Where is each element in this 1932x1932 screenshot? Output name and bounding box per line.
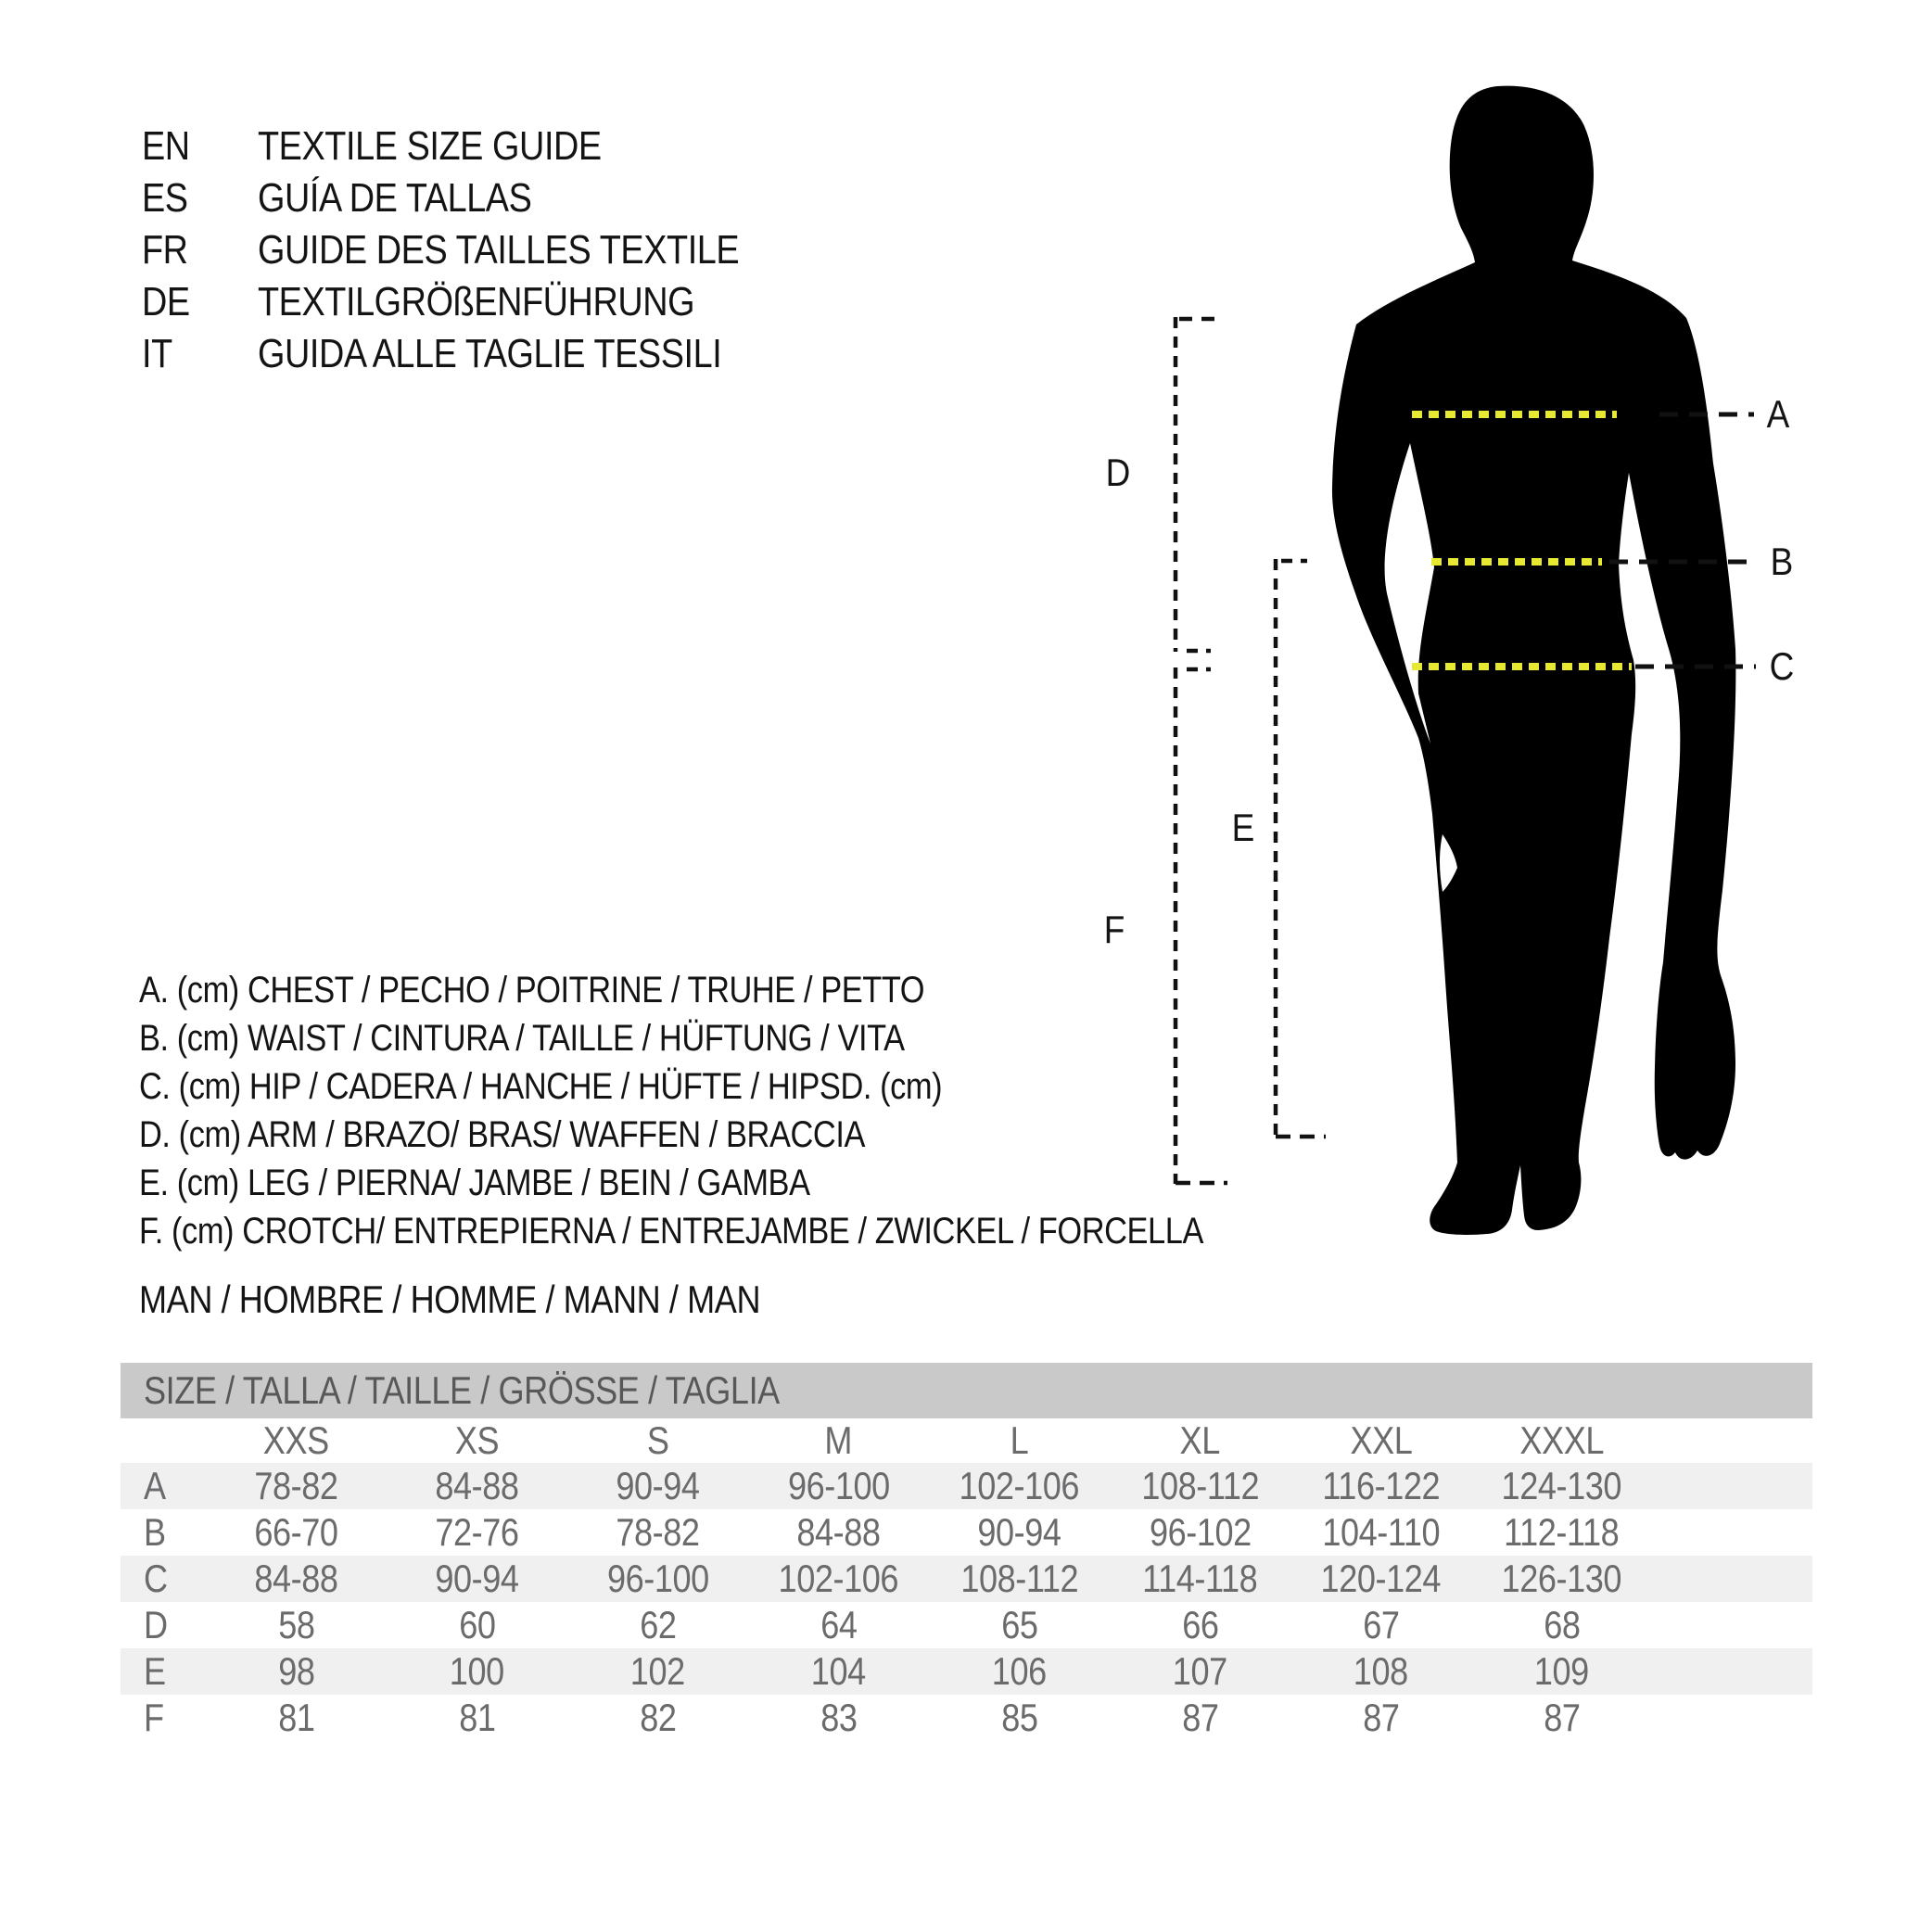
size-cell-text: 120-124 (1320, 1557, 1442, 1600)
size-col-header (1290, 1418, 1471, 1463)
size-cell-text: 107 (1173, 1649, 1227, 1693)
size-cell (1110, 1695, 1290, 1741)
size-cell-text: 84-88 (254, 1557, 338, 1600)
size-cell-text: 62 (639, 1603, 677, 1646)
size-cell (387, 1695, 567, 1741)
category-line-text: MAN / HOMBRE / HOMME / MANN / MAN (139, 1277, 761, 1321)
size-col-header-text: XXL (1349, 1418, 1412, 1462)
size-cell (748, 1648, 929, 1695)
size-col-header (1471, 1418, 1652, 1463)
size-cell (206, 1695, 387, 1741)
language-title: GUÍA DE TALLAS (258, 175, 532, 221)
language-title: GUIDA ALLE TAGLIE TESSILI (258, 331, 722, 376)
size-cell (206, 1463, 387, 1509)
size-cell-text: 112-118 (1504, 1510, 1620, 1554)
row-label-text: A (144, 1464, 166, 1507)
size-cell (748, 1602, 929, 1648)
size-col-header-text: XS (454, 1418, 500, 1462)
size-cell-text: 98 (277, 1649, 315, 1693)
table-row (121, 1602, 1812, 1648)
size-cell (748, 1463, 929, 1509)
table-row (121, 1463, 1812, 1509)
row-label-text: B (144, 1510, 166, 1554)
size-cell (206, 1602, 387, 1648)
size-cell (1110, 1556, 1290, 1602)
size-cell-text: 90-94 (977, 1510, 1061, 1554)
size-cell-text: 87 (1362, 1696, 1400, 1739)
size-cell-text: 90-94 (616, 1464, 700, 1507)
size-cell-text: 81 (458, 1696, 496, 1739)
size-cell-text: 81 (277, 1696, 315, 1739)
size-cell (1290, 1648, 1471, 1695)
language-code: EN (142, 123, 190, 169)
size-cell (1290, 1463, 1471, 1509)
legend-text: B. (cm) WAIST / CINTURA / TAILLE / HÜFTUNG / VITA (139, 1018, 905, 1059)
row-label-text: E (144, 1649, 166, 1693)
size-table-header-text: SIZE / TALLA / TAILLE / GRÖSSE / TAGLIA (144, 1368, 780, 1412)
row-label (121, 1695, 206, 1741)
language-row (142, 121, 818, 172)
size-cell-text: 67 (1362, 1603, 1400, 1646)
size-cell-text: 109 (1534, 1649, 1589, 1693)
size-cell (387, 1648, 567, 1695)
size-cell (1110, 1463, 1290, 1509)
size-cell-text: 90-94 (435, 1557, 519, 1600)
category-line (139, 1276, 861, 1324)
language-code: DE (142, 279, 190, 324)
size-col-header (387, 1418, 567, 1463)
language-title-list (142, 121, 818, 380)
size-cell (748, 1509, 929, 1556)
size-cell-text: 96-100 (606, 1557, 709, 1600)
legend-row (139, 966, 1377, 1014)
row-label (121, 1648, 206, 1695)
size-cell-text: 60 (458, 1603, 496, 1646)
language-row (142, 172, 818, 224)
leg-measure-label: E (1231, 806, 1255, 849)
size-cell-text: 102 (630, 1649, 685, 1693)
size-table-header-band (121, 1363, 1812, 1418)
legend-row (139, 1159, 1377, 1207)
size-col-header (1110, 1418, 1290, 1463)
measurement-legend (139, 966, 1377, 1255)
size-cell (567, 1509, 748, 1556)
language-title: TEXTILE SIZE GUIDE (258, 123, 602, 169)
size-cell (206, 1648, 387, 1695)
size-cell-text: 87 (1181, 1696, 1219, 1739)
size-cell-text: 100 (450, 1649, 504, 1693)
size-cell-text: 66 (1181, 1603, 1219, 1646)
legend-text: C. (cm) HIP / CADERA / HANCHE / HÜFTE / HIPSD. (cm) (139, 1066, 943, 1107)
size-cell (929, 1695, 1110, 1741)
size-cell-text: 78-82 (616, 1510, 700, 1554)
legend-text: A. (cm) CHEST / PECHO / POITRINE / TRUHE / PETTO (139, 970, 925, 1010)
table-row (121, 1695, 1812, 1741)
language-row (142, 276, 818, 328)
size-cell-text: 114-118 (1142, 1557, 1258, 1600)
size-cell (748, 1695, 929, 1741)
size-cell-text: 83 (820, 1696, 858, 1739)
size-cell (929, 1509, 1110, 1556)
waist-measure-label: B (1770, 540, 1794, 583)
size-cell-text: 64 (820, 1603, 858, 1646)
size-cell (929, 1556, 1110, 1602)
row-label (121, 1602, 206, 1648)
size-cell (1471, 1648, 1652, 1695)
size-cell-text: 102-106 (959, 1464, 1080, 1507)
size-cell (567, 1556, 748, 1602)
language-row (142, 224, 818, 276)
legend-text: E. (cm) LEG / PIERNA/ JAMBE / BEIN / GAMBA (139, 1163, 810, 1203)
size-col-header (567, 1418, 748, 1463)
size-cell-text: 58 (277, 1603, 315, 1646)
size-cell (1471, 1556, 1652, 1602)
size-col-spacer (121, 1418, 206, 1463)
language-title: TEXTILGRÖßENFÜHRUNG (258, 279, 695, 324)
size-cell-text: 104-110 (1322, 1510, 1440, 1554)
size-cell (387, 1556, 567, 1602)
size-table (121, 1363, 1812, 1741)
legend-row (139, 1207, 1377, 1255)
size-col-header-text: L (1010, 1418, 1029, 1462)
legend-text: F. (cm) CROTCH/ ENTREPIERNA / ENTREJAMBE / ZWICKEL / FORCELLA (139, 1211, 1203, 1252)
legend-row (139, 1111, 1377, 1159)
size-cell (567, 1602, 748, 1648)
size-cell-text: 84-88 (435, 1464, 519, 1507)
size-col-header (929, 1418, 1110, 1463)
size-col-header-text: XXXL (1519, 1418, 1604, 1462)
size-cell-text: 116-122 (1322, 1464, 1440, 1507)
size-cell-text: 108 (1354, 1649, 1408, 1693)
legend-row (139, 1062, 1377, 1111)
size-cell-text: 72-76 (435, 1510, 519, 1554)
size-cell (1290, 1602, 1471, 1648)
size-cell (929, 1602, 1110, 1648)
size-cell (1110, 1602, 1290, 1648)
size-col-header-text: M (824, 1418, 853, 1462)
table-row (121, 1648, 1812, 1695)
row-label (121, 1509, 206, 1556)
size-cell (1471, 1602, 1652, 1648)
size-cell-text: 65 (1000, 1603, 1038, 1646)
row-label-text: C (144, 1557, 168, 1600)
size-cell (929, 1648, 1110, 1695)
size-cell-text: 68 (1543, 1603, 1581, 1646)
size-cell (1110, 1648, 1290, 1695)
man-silhouette (1332, 86, 1735, 1235)
arm-measure-line (1176, 317, 1222, 652)
size-col-header (206, 1418, 387, 1463)
size-cell (567, 1648, 748, 1695)
size-col-header (748, 1418, 929, 1463)
size-cell (1471, 1695, 1652, 1741)
size-cell (1290, 1695, 1471, 1741)
language-code: ES (142, 175, 188, 221)
size-cell-text: 108-112 (1141, 1464, 1259, 1507)
size-cell (929, 1463, 1110, 1509)
size-cell (1290, 1556, 1471, 1602)
size-cell-text: 96-102 (1149, 1510, 1252, 1554)
size-col-header-text: S (646, 1418, 669, 1462)
size-cell-text: 126-130 (1501, 1557, 1622, 1600)
size-cell-text: 82 (639, 1696, 677, 1739)
size-cell (748, 1556, 929, 1602)
table-row (121, 1509, 1812, 1556)
size-cell (387, 1602, 567, 1648)
size-cell (1110, 1509, 1290, 1556)
size-cell-text: 96-100 (787, 1464, 890, 1507)
hip-measure-label: C (1769, 644, 1795, 688)
size-columns-row (121, 1418, 1812, 1463)
size-col-header-text: XL (1179, 1418, 1221, 1462)
language-code: IT (142, 331, 172, 376)
language-title: GUIDE DES TAILLES TEXTILE (258, 227, 740, 273)
size-cell (1471, 1509, 1652, 1556)
size-cell-text: 87 (1543, 1696, 1581, 1739)
row-label (121, 1556, 206, 1602)
legend-text: D. (cm) ARM / BRAZO/ BRAS/ WAFFEN / BRACCIA (139, 1114, 865, 1155)
size-cell-text: 66-70 (254, 1510, 338, 1554)
size-col-header-text: XXS (262, 1418, 329, 1462)
size-cell (1290, 1509, 1471, 1556)
row-label (121, 1463, 206, 1509)
size-cell (387, 1463, 567, 1509)
table-row (121, 1556, 1812, 1602)
arm-measure-label: D (1105, 451, 1131, 494)
size-cell-text: 104 (811, 1649, 866, 1693)
crotch-measure-label: F (1103, 908, 1125, 951)
size-cell (1471, 1463, 1652, 1509)
language-row (142, 328, 818, 380)
row-label-text: D (144, 1603, 168, 1646)
size-cell-text: 85 (1000, 1696, 1038, 1739)
size-cell-text: 78-82 (254, 1464, 338, 1507)
size-cell (206, 1509, 387, 1556)
row-label-text: F (144, 1696, 164, 1739)
size-cell (567, 1463, 748, 1509)
size-cell-text: 124-130 (1501, 1464, 1622, 1507)
chest-measure-label: A (1766, 392, 1790, 436)
size-cell (567, 1695, 748, 1741)
language-code: FR (142, 227, 188, 273)
size-cell-text: 102-106 (778, 1557, 899, 1600)
size-cell (387, 1509, 567, 1556)
legend-row (139, 1014, 1377, 1062)
size-cell (206, 1556, 387, 1602)
size-cell-text: 106 (992, 1649, 1047, 1693)
size-cell-text: 84-88 (796, 1510, 881, 1554)
size-cell-text: 108-112 (960, 1557, 1078, 1600)
